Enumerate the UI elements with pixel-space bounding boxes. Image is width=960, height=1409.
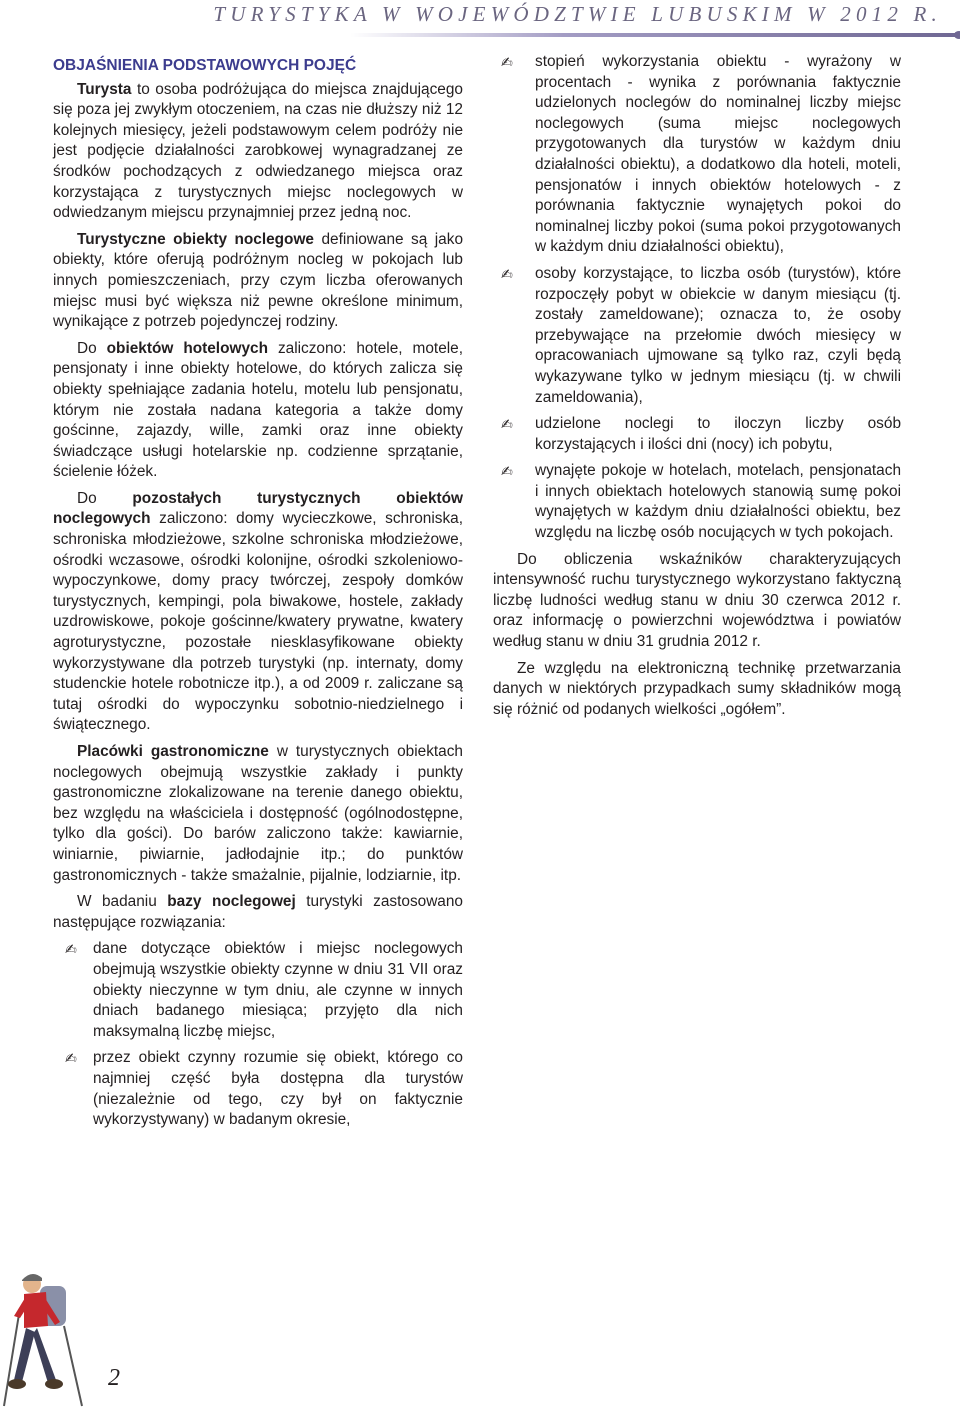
term-turysta: Turysta	[77, 80, 132, 98]
page-number: 2	[108, 1365, 120, 1391]
paragraph-wskazniki: Do obliczenia wskaźników charakteryzujących intensywność ruchu turystycznego wykorzystano faktyczną liczbę ludności według stanu w dniu 30 czerwca 2012 r. oraz informację o powierzchni województwa i powiatów według stanu w dniu 31 grudnia 2012 r.	[493, 550, 901, 651]
definition-text: w turystycznych obiektach noclegowych obejmują wszystkie zakłady i punkty gastronomiczne zlokalizowane na terenie danego obiektu, bez względu na właściciela i dostępność (ogólnodostępne, tylko dla gości). Do barów zaliczono także: kawiarnie, winiarnie, piwiarnie, jadłodajnie itp.; do punktów gastronomicznych - także smażalnie, pijalnie, lodziarnie, itp.	[53, 743, 463, 884]
paragraph-sumy: Ze względu na elektroniczną technikę przetwarzania danych w niektórych przypadkach sumy składników mogą się różnić od podanych wielkości „ogółem”.	[493, 659, 901, 718]
list-item-text: przez obiekt czynny rozumie się obiekt, którego co najmniej część była dostępna dla turystów (niezależnie od tego, czy był on faktycznie wykorzystywany) w badanym okresie,	[93, 1049, 463, 1129]
writing-hand-icon: ✍	[501, 54, 513, 70]
term-obiekty-noclegowe: Turystyczne obiekty noclegowe	[77, 230, 314, 248]
list-item-text: dane dotyczące obiektów i miejsc noclegowych obejmują wszystkie obiekty czynne w dniu 31 VII oraz obiekty nieczynne w tym dniu, ale czynne w innych dniach badanego miesiąca; przyjęto dla nich maksymalną liczbę miejsc,	[93, 940, 463, 1040]
writing-hand-icon: ✍	[65, 1050, 77, 1067]
list-item	[53, 1048, 463, 1130]
definition-text: zaliczono: hotele, motele, pensjonaty i inne obiekty hotelowe, do których zalicza się obiekty spełniające zadania hotelu, motelu lub pensjonatu, którym nie została nadana kategoria a także domy gościnne, zajazdy, wille, zamki oraz inne obiekty świadczące usługi hotelarskie np. codzienne sprzątanie, ścielenie łóżek.	[53, 339, 464, 481]
definition-text: turystyki zastosowano następujące rozwiązania:	[53, 893, 463, 931]
header-rule-end	[954, 31, 960, 39]
list-item	[53, 939, 463, 1042]
section-heading: OBJAŚNIENIA PODSTAWOWYCH POJĘĆ	[53, 57, 357, 74]
page-header	[213, 2, 960, 42]
definition-text: zaliczono: domy wycieczkowe, schroniska, schroniska młodzieżowe, szkolne schroniska młodzieżowe, ośrodki wczasowe, ośrodki kolonijne, ośrodki szkoleniowo-wypoczynkowe, domy pracy twórczej, zespoły domków turystycznych, kempingi, pola biwakowe, hostele, zakłady uzdrowiskowe, pokoje gościnne/kwatery prywatne, kwatery agroturystyczne, pozostałe niesklasyfikowane obiekty wykorzystywane dla potrzeb turystyki (np. internaty, domy studenckie hotele robotnicze itp.), a od 2009 r. zaliczane są tutaj ośrodki do wypoczynku sobotnio-niedzielnego i świątecznego.	[53, 510, 463, 734]
writing-hand-icon: ✍	[501, 463, 513, 480]
list-item	[493, 52, 901, 258]
right-bullet-list	[493, 52, 901, 544]
term-placowki-gastronomiczne: Placówki gastronomiczne	[77, 743, 269, 760]
list-item	[493, 461, 901, 543]
writing-hand-icon: ✍	[501, 265, 513, 282]
definition-prefix: Do	[77, 489, 133, 507]
term-baza-noclegowa: bazy noclegowej	[167, 893, 296, 911]
header-rule	[350, 33, 960, 37]
definition-text: definiowane są jako obiekty, które oferują podróżnym nocleg w pokojach lub innych pomieszczeniach, przy czym liczba oferowanych miejsc musi być większa niż pewne określone minimum, wynikające z potrzeb pojedynczej rodziny.	[53, 230, 463, 331]
definition-baza-noclegowa	[53, 892, 463, 933]
left-column	[53, 52, 463, 1137]
list-item-text: stopień wykorzystania obiektu - wyrażony w procentach - wynika z porównania faktycznie udzielonych noclegów do nominalnej liczby miejsc noclegowych (suma miejsc noclegowych przygotowanych dla turystów w każdym dniu działalności obiektu), a dodatkowo dla hoteli, moteli, pensjonatów i innych obiektów hotelowych - z porównania faktycznie wynajętych pokoi do nominalnej liczby pokoi (suma pokoi przygotowanych w każdym dniu działalności obiektu),	[535, 53, 901, 256]
definition-pozostale-obiekty	[53, 489, 463, 736]
definition-prefix: W badaniu	[77, 893, 168, 911]
left-bullet-list	[53, 939, 463, 1130]
list-item	[493, 264, 901, 408]
definition-text: to osoba podróżująca do miejsca znajdującego się poza jej zwykłym otoczeniem, na czas nie dłuższy niż 12 kolejnych miesięcy, jeżeli podstawowym celem podróży nie jest podjęcie działalności zarobkowej wynagradzanej ze środków pochodzących z odwiedzanego miejsca oraz korzystająca z turystycznych miejsc noclegowych w odwiedzanym miejscu przynajmniej przez jedną noc.	[53, 80, 463, 222]
term-obiekty-hotelowe: obiektów hotelowych	[106, 339, 268, 357]
writing-hand-icon: ✍	[501, 416, 513, 433]
definition-obiekty-noclegowe	[53, 230, 463, 333]
header-title: TURYSTYKA W WOJEWÓDZTWIE LUBUSKIM W 2012 R.	[213, 2, 942, 26]
definition-placowki-gastronomiczne	[53, 742, 463, 886]
right-column	[493, 52, 901, 726]
definition-obiekty-hotelowe	[53, 339, 463, 483]
list-item-text: wynajęte pokoje w hotelach, motelach, pensjonatach i innych obiektach hotelowych stanowią sumę pokoi wynajętych w każdym dniu działalności obiektu, bez względu na liczbę osób nocujących w tych pokojach.	[535, 462, 901, 542]
hiker-illustration	[0, 1268, 120, 1409]
definition-prefix: Do	[77, 339, 107, 357]
definition-turysta	[53, 80, 463, 224]
list-item-text: osoby korzystające, to liczba osób (turystów), które rozpoczęły pobyt w obiekcie w danym miesiącu (tj. zostały zameldowane); oznacza to, że osoby przebywające na przełomie dwóch miesięcy w opracowaniach ujmowane są tylko raz, czyli będą wykazywane tylko w jednym miesiącu (tj. w chwili zameldowania),	[535, 264, 901, 406]
term-pozostale-obiekty: pozostałych turystycznych obiektów noclegowych	[53, 489, 463, 528]
list-item	[493, 414, 901, 455]
writing-hand-icon: ✍	[65, 941, 77, 958]
list-item-text: udzielone noclegi to iloczyn liczby osób korzystających i ilości dni (nocy) ich pobytu,	[535, 415, 901, 453]
